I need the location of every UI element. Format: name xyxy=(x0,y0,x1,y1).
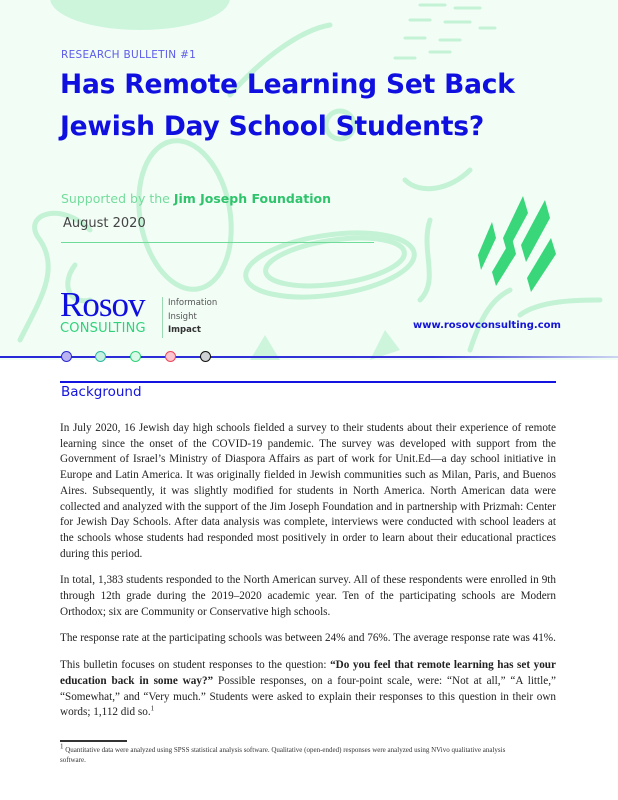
survey-question: “Do you feel that remote learning has set your education back in some way?” xyxy=(60,659,556,687)
response-scale: Possible responses, on a four-point scale, were: “Not at all,” “A little,” “Somewhat,” and “Very much.” Students were asked to explain their responses to this question in their own words; 1,112 did so. xyxy=(60,674,556,719)
tagline-item: Information xyxy=(168,298,218,308)
footnote-text: Quantitative data were analyzed using SPSS statistical analysis software. Qualitative (open-ended) responses were analyzed using NVivo qualitative analysis software. xyxy=(60,746,506,764)
paragraph: In total, 1,383 students responded to the North American survey. All of these respondents were enrolled in 9th through 12th grade during the 2019–2020 academic year. Ten of the participating schools are Modern Orthodox; six are Community or Conservative high schools. xyxy=(60,574,556,618)
tagline-item: Insight xyxy=(168,311,197,322)
timeline-dot-black-icon xyxy=(200,351,211,362)
section-heading: Background xyxy=(61,384,142,400)
page-title xyxy=(60,64,580,148)
footnote xyxy=(60,742,520,765)
timeline-dot-green-icon xyxy=(130,351,141,362)
section-divider xyxy=(60,381,556,383)
support-prefix: Supported by the xyxy=(61,191,174,206)
footnote-ref[interactable]: 1 xyxy=(150,704,155,713)
cover-hero xyxy=(0,0,618,360)
supported-by xyxy=(61,191,331,206)
timeline-dot-teal-icon xyxy=(95,351,106,362)
question-intro: This bulletin focuses on student responses to the question: xyxy=(60,659,331,672)
timeline-dot-purple-icon xyxy=(61,351,72,362)
paragraph: The response rate at the participating schools was between 24% and 76%. The average response rate was 41%. xyxy=(60,632,556,645)
logo-subtitle: CONSULTING xyxy=(60,321,146,336)
title-line-2: Jewish Day School Students? xyxy=(60,111,485,142)
tagline-item: Impact xyxy=(168,325,201,335)
timeline-decoration xyxy=(0,351,618,363)
paragraph: In July 2020, 16 Jewish day high schools fielded a survey to their students about their experience of remote learning since the onset of the COVID-19 pandemic. The survey was developed with support from the Government of Israel’s Ministry of Diaspora Affairs as part of work for Unit.Ed—a day school initiative in Europe and Latin America. It was originally fielded in Jewish communities such as Milan, Paris, and Buenos Aires. Subsequently, it was slightly modified for students in North America. North American data were collected and analyzed with the support of the Jim Joseph Foundation and in partnership with Prizmah: Center for Jewish Day Schools. After data analysis was complete, interviews were conducted with school leaders at the schools whose students had responded most positively in order to learn about their educational practices during this period. xyxy=(60,422,556,560)
publication-date: August 2020 xyxy=(63,216,146,231)
body-text xyxy=(60,421,556,732)
logo-wordmark: Rosov xyxy=(60,285,145,324)
support-org: Jim Joseph Foundation xyxy=(173,191,332,206)
paragraph xyxy=(60,658,556,721)
logo-tagline xyxy=(162,297,217,338)
date-divider xyxy=(61,242,374,243)
rosov-logo xyxy=(60,285,146,336)
timeline-line xyxy=(0,356,618,358)
title-line-1: Has Remote Learning Set Back xyxy=(60,69,515,100)
footnote-divider xyxy=(60,740,127,742)
bulletin-kicker: RESEARCH BULLETIN #1 xyxy=(61,49,197,61)
timeline-dot-red-icon xyxy=(165,351,176,362)
footnote-marker: 1 xyxy=(60,742,64,751)
website-link[interactable]: www.rosovconsulting.com xyxy=(413,320,561,331)
